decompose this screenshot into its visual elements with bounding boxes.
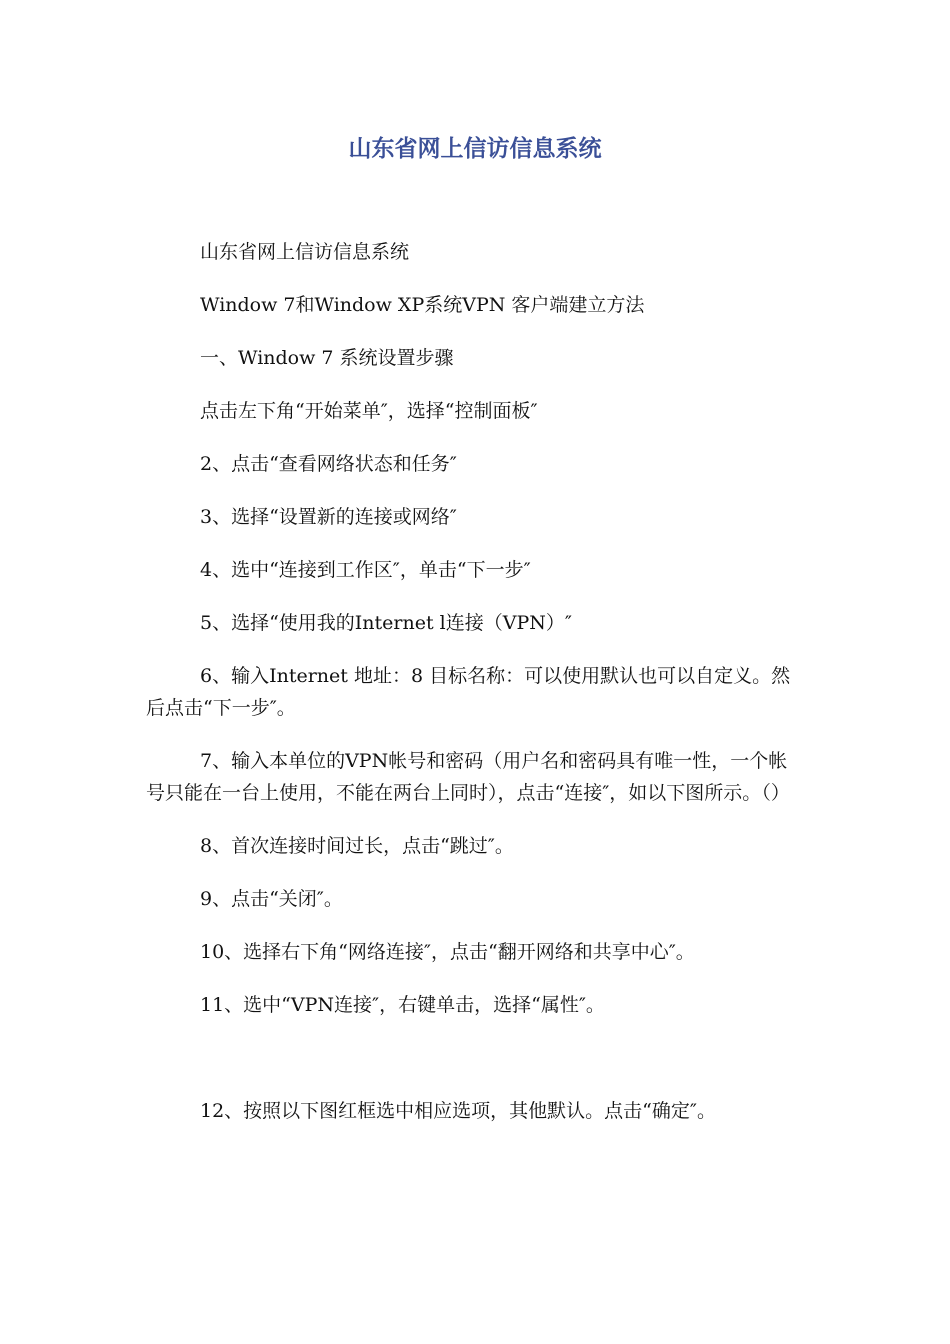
document-title: 山东省网上信访信息系统 (348, 136, 602, 162)
paragraph-step-5: 5、选择“使用我的Internet l连接（VPN）″ (200, 612, 572, 634)
paragraph-step-9: 9、点击“关闭″。 (200, 888, 343, 910)
paragraph-system-name: 山东省网上信访信息系统 (200, 241, 410, 263)
paragraph-step-2: 2、点击“查看网络状态和任务″ (200, 453, 457, 475)
paragraph-step-6: 6、输入Internet 地址：8 目标名称：可以使用默认也可以自定义。然后点击“下一步″。 (146, 665, 791, 719)
paragraph-step-10: 10、选择右下角“网络连接″，点击“翻开网络和共享中心″。 (200, 941, 695, 963)
paragraph-step-1: 点击左下角“开始菜单″，选择“控制面板″ (200, 400, 538, 422)
paragraph-vpn-method: Window 7和Window XP系统VPN 客户端建立方法 (200, 294, 645, 316)
paragraph-step-12: 12、按照以下图红框选中相应选项，其他默认。点击“确定″。 (200, 1100, 716, 1122)
paragraph-step-4: 4、选中“连接到工作区″，单击“下一步″ (200, 559, 531, 581)
paragraph-step-3: 3、选择“设置新的连接或网络″ (200, 506, 457, 528)
blank-gap (146, 1042, 802, 1095)
document-body (146, 236, 802, 1148)
paragraph-step-11: 11、选中“VPN连接″，右键单击，选择“属性″。 (200, 994, 605, 1016)
paragraph-step-7: 7、输入本单位的VPN帐号和密码（用户名和密码具有唯一性，一个帐号只能在一台上使用，不能在两台上同时），点击“连接″，如以下图所示。（） (146, 750, 790, 804)
paragraph-step-8: 8、首次连接时间过长，点击“跳过″。 (200, 835, 514, 857)
paragraph-section-heading: 一、Window 7 系统设置步骤 (200, 347, 454, 369)
